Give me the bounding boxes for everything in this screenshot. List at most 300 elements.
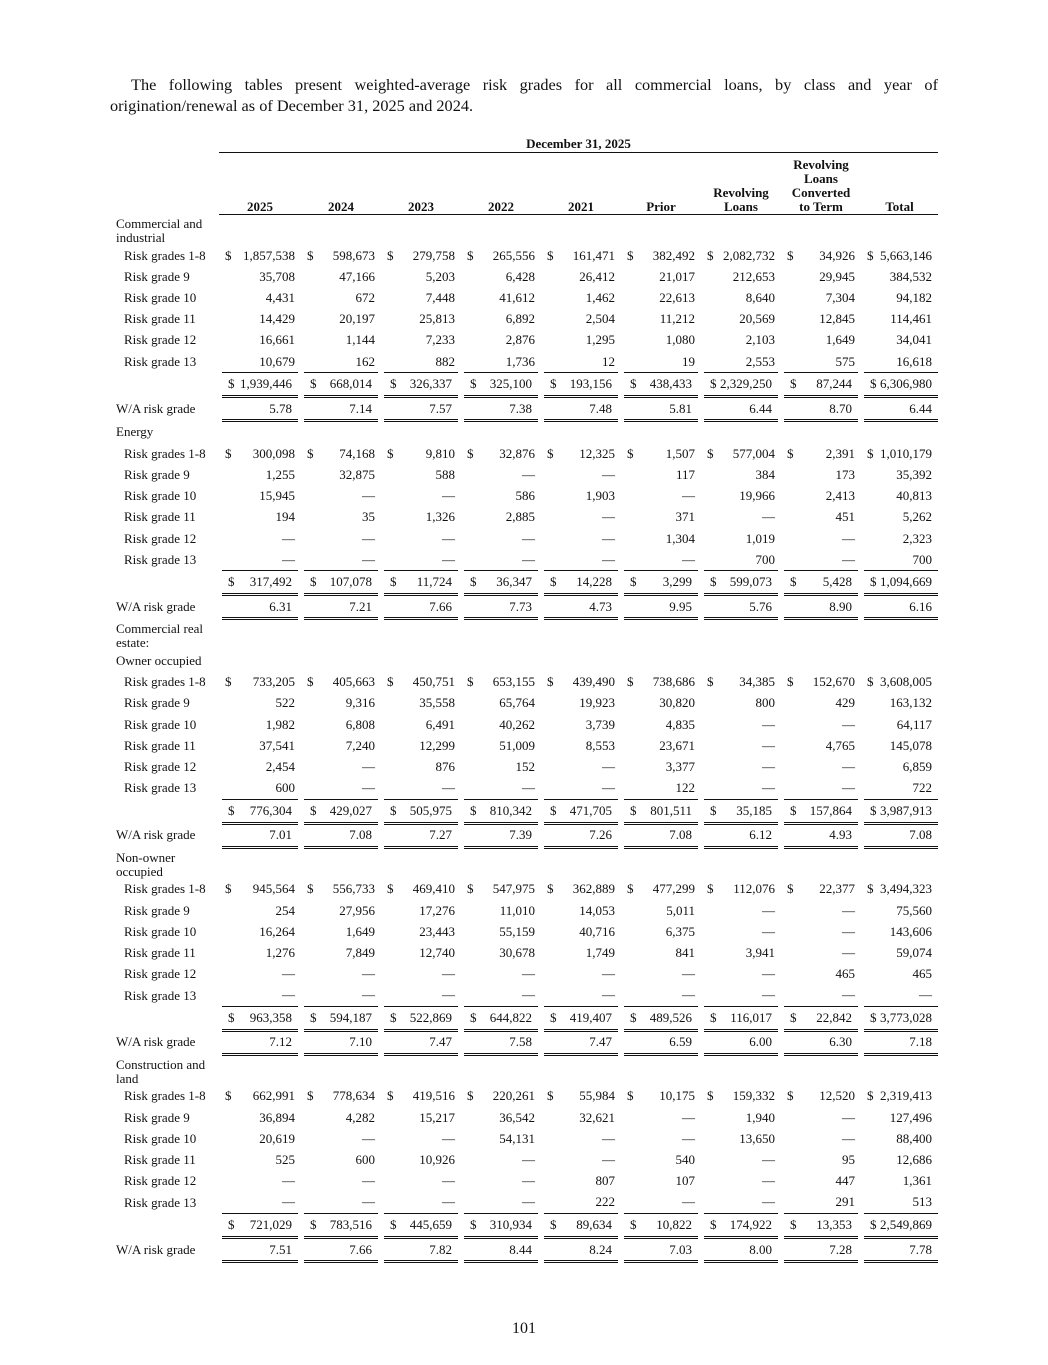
column-header: 2024: [301, 153, 381, 215]
table-cell: [219, 693, 301, 714]
cell-value: —: [762, 966, 775, 982]
dollar-sign: $: [790, 574, 797, 590]
cell-value: 438,433: [649, 376, 692, 392]
table-cell: [461, 799, 541, 823]
table-cell: [301, 1238, 381, 1262]
table-cell: [621, 1086, 701, 1107]
cell-value: 12,520: [819, 1088, 855, 1104]
table-cell: [301, 486, 381, 507]
table-cell: [621, 1128, 701, 1149]
table-cell: [701, 778, 781, 800]
dollar-sign: $: [787, 445, 794, 461]
cell-value: 10,926: [419, 1152, 455, 1168]
table-cell: [219, 549, 301, 571]
table-body: [110, 215, 938, 1262]
section-title: Energy: [116, 423, 154, 439]
cell-value: 116,017: [730, 1009, 772, 1025]
row-label: Risk grade 12: [124, 1173, 197, 1189]
cell-value: 2,549,869: [880, 1217, 933, 1232]
table-cell: [621, 245, 701, 266]
table-cell: [381, 465, 461, 486]
cell-value: 6,375: [665, 923, 695, 939]
table-cell: [621, 397, 701, 421]
cell-value: 6.59: [669, 1034, 692, 1050]
cell-value: 371: [675, 509, 695, 525]
table-cell: [301, 1086, 381, 1107]
cell-value: 107: [675, 1173, 695, 1189]
table-cell: [701, 1128, 781, 1149]
table-cell: [541, 1086, 621, 1107]
dollar-sign: $: [627, 445, 634, 461]
cell-value: —: [602, 780, 615, 796]
cell-value: —: [362, 530, 375, 546]
table-cell: [701, 1171, 781, 1192]
dollar-sign: $: [467, 674, 474, 690]
table-cell: [301, 985, 381, 1007]
table-cell: [701, 486, 781, 507]
cell-value: 588: [435, 467, 455, 483]
dollar-sign: $: [550, 1009, 557, 1025]
table-cell: [861, 900, 938, 921]
cell-value: 7.78: [909, 1241, 933, 1257]
cell-value: 1,903: [585, 488, 615, 504]
cell-value: 7.58: [509, 1034, 532, 1050]
table-cell: [621, 1030, 701, 1054]
cell-value: 64,117: [896, 716, 933, 732]
table-cell: [461, 900, 541, 921]
table-cell: [301, 549, 381, 571]
table-cell: [701, 921, 781, 942]
table-cell: [461, 1030, 541, 1054]
cell-value: 7,233: [425, 332, 455, 348]
cell-value: 7.47: [589, 1034, 612, 1050]
table-cell: [461, 756, 541, 777]
dollar-sign: $: [547, 674, 554, 690]
cell-value: 161,471: [572, 247, 615, 263]
cell-value: 254: [275, 902, 295, 918]
dollar-sign: $: [627, 1088, 634, 1104]
cell-value: 1,649: [345, 923, 375, 939]
table-cell: [781, 823, 861, 847]
table-cell: [381, 1128, 461, 1149]
table-cell: [219, 1171, 301, 1192]
table-cell: [781, 549, 861, 571]
column-header: Total: [861, 153, 938, 215]
cell-value: 152,670: [812, 674, 855, 690]
cell-value: 1,019: [745, 530, 775, 546]
cell-value: 20,197: [339, 311, 375, 327]
table-cell: [219, 964, 301, 985]
table-cell: [461, 595, 541, 619]
table-cell: [381, 309, 461, 330]
table-cell: [541, 964, 621, 985]
cell-value: 12,325: [579, 445, 615, 461]
cell-value: 59,074: [896, 944, 933, 960]
cell-value: 3,773,028: [880, 1009, 933, 1025]
cell-value: 222: [595, 1194, 615, 1210]
table-cell: [621, 735, 701, 756]
cell-value: 4,835: [665, 716, 695, 732]
dollar-sign: $: [787, 881, 794, 897]
table-cell: [301, 397, 381, 421]
table-cell: [621, 1149, 701, 1170]
table-cell: [861, 397, 938, 421]
cell-value: —: [442, 551, 455, 567]
row-label: Risk grade 10: [124, 716, 197, 732]
cell-value: 945,564: [252, 881, 295, 897]
table-cell: [219, 571, 301, 595]
total-row: [110, 571, 938, 595]
cell-value: 143,606: [889, 923, 933, 939]
table-cell: [541, 373, 621, 397]
cell-value: 26,412: [579, 268, 615, 284]
table-cell: [621, 879, 701, 900]
table-cell: [219, 942, 301, 963]
section-header-row: [110, 215, 938, 246]
dollar-sign: $: [870, 574, 877, 590]
column-header: Prior: [621, 153, 701, 215]
dollar-sign: $: [470, 376, 477, 392]
cell-value: 14,429: [259, 311, 295, 327]
cell-value: 7.27: [429, 827, 452, 843]
cell-value: 30,678: [499, 944, 535, 960]
cell-value: 117: [675, 467, 695, 483]
cell-value: 489,526: [649, 1009, 692, 1025]
table-cell: [861, 1214, 938, 1238]
table-cell: [219, 443, 301, 464]
row-label: Risk grades 1-8: [124, 247, 206, 263]
cell-value: 159,332: [732, 1088, 775, 1104]
row-label: Risk grade 11: [124, 1152, 196, 1168]
cell-value: 11,212: [659, 311, 695, 327]
dollar-sign: $: [710, 1009, 717, 1025]
table-cell: [781, 1107, 861, 1128]
dollar-sign: $: [707, 247, 714, 263]
table-cell: [781, 672, 861, 693]
cell-value: 7.10: [349, 1034, 372, 1050]
cell-value: 469,410: [412, 881, 455, 897]
cell-value: 16,618: [896, 353, 933, 369]
table-cell: [461, 672, 541, 693]
cell-value: 55,159: [499, 923, 535, 939]
cell-value: 600: [355, 1152, 375, 1168]
table-cell: [701, 287, 781, 308]
table-cell: [301, 507, 381, 528]
cell-value: 87,244: [816, 376, 852, 392]
cell-value: 35,185: [736, 802, 772, 818]
dollar-sign: $: [707, 445, 714, 461]
dollar-sign: $: [387, 1088, 394, 1104]
cell-value: 152: [515, 758, 535, 774]
table-cell: [219, 778, 301, 800]
table-cell: [461, 330, 541, 351]
cell-value: 7.03: [669, 1241, 692, 1257]
cell-value: 4,431: [265, 289, 295, 305]
cell-value: —: [282, 1194, 295, 1210]
table-cell: [621, 507, 701, 528]
cell-value: 8.00: [749, 1241, 772, 1257]
table-row: [110, 1149, 938, 1170]
cell-value: 445,659: [409, 1217, 452, 1232]
table-cell: [781, 1238, 861, 1262]
table-cell: [621, 1238, 701, 1262]
row-label: Risk grade 13: [124, 552, 197, 568]
cell-value: —: [602, 467, 615, 483]
table-cell: [861, 309, 938, 330]
dollar-sign: $: [467, 1088, 474, 1104]
cell-value: 450,751: [412, 674, 455, 690]
table-cell: [621, 964, 701, 985]
cell-value: —: [842, 944, 855, 960]
dollar-sign: $: [307, 445, 314, 461]
cell-value: 447: [835, 1173, 855, 1189]
cell-value: 8,553: [585, 737, 615, 753]
table-cell: [461, 397, 541, 421]
cell-value: 11,010: [499, 902, 535, 918]
column-header: 2025: [219, 153, 301, 215]
table-cell: [541, 921, 621, 942]
table-cell: [219, 528, 301, 549]
cell-value: 2,876: [505, 332, 535, 348]
table-row: [110, 287, 938, 308]
table-row: [110, 1171, 938, 1192]
cell-value: —: [842, 902, 855, 918]
table-cell: [301, 900, 381, 921]
dollar-sign: $: [310, 574, 317, 590]
table-cell: [781, 942, 861, 963]
cell-value: 7.14: [349, 400, 372, 416]
dollar-sign: $: [225, 247, 232, 263]
table-cell: [541, 1030, 621, 1054]
cell-value: 1,304: [665, 530, 695, 546]
cell-value: 17,276: [419, 902, 455, 918]
table-cell: [219, 397, 301, 421]
cell-value: —: [522, 966, 535, 982]
table-cell: [461, 823, 541, 847]
table-cell: [541, 735, 621, 756]
row-label: Risk grade 13: [124, 353, 197, 369]
cell-value: 6,491: [425, 716, 455, 732]
table-cell: [381, 823, 461, 847]
row-label: Risk grade 9: [124, 467, 190, 483]
table-cell: [861, 1006, 938, 1030]
cell-value: —: [842, 716, 855, 732]
table-cell: [701, 443, 781, 464]
cell-value: —: [442, 1130, 455, 1146]
table-cell: [861, 330, 938, 351]
table-cell: [461, 714, 541, 735]
table-cell: [701, 595, 781, 619]
table-cell: [381, 985, 461, 1007]
cell-value: 6.16: [909, 598, 933, 614]
cell-value: 220,261: [492, 1088, 535, 1104]
table-cell: [781, 287, 861, 308]
dollar-sign: $: [787, 674, 794, 690]
table-cell: [301, 595, 381, 619]
dollar-sign: $: [707, 1088, 714, 1104]
cell-value: 9,810: [425, 445, 455, 461]
row-label: Risk grade 13: [124, 987, 197, 1003]
table-cell: [461, 964, 541, 985]
table-cell: [381, 330, 461, 351]
table-cell: [219, 672, 301, 693]
table-cell: [301, 756, 381, 777]
cell-value: 7,849: [345, 944, 375, 960]
cell-value: 22,842: [816, 1009, 852, 1025]
table-cell: [701, 799, 781, 823]
table-cell: [781, 900, 861, 921]
table-cell: [461, 778, 541, 800]
row-label: Risk grade 10: [124, 488, 197, 504]
cell-value: —: [442, 488, 455, 504]
table-cell: [781, 921, 861, 942]
cell-value: 32,875: [339, 467, 375, 483]
section-title: Commercial real estate:: [116, 621, 203, 651]
table-cell: [861, 823, 938, 847]
table-cell: [219, 735, 301, 756]
cell-value: —: [682, 488, 695, 504]
weighted-average-row: [110, 397, 938, 421]
table-row: [110, 672, 938, 693]
table-cell: [219, 799, 301, 823]
dollar-sign: $: [630, 1217, 637, 1232]
table-cell: [461, 507, 541, 528]
dollar-sign: $: [467, 881, 474, 897]
table-cell: [541, 1238, 621, 1262]
dollar-sign: $: [390, 574, 397, 590]
cell-value: 1,094,669: [880, 574, 933, 590]
table-cell: [781, 465, 861, 486]
table-cell: [219, 287, 301, 308]
cell-value: 1,144: [345, 332, 375, 348]
cell-value: —: [602, 530, 615, 546]
table-cell: [381, 1149, 461, 1170]
cell-value: —: [602, 966, 615, 982]
table-cell: [301, 823, 381, 847]
table-cell: [781, 1128, 861, 1149]
cell-value: 114,461: [890, 311, 933, 327]
cell-value: 12,740: [419, 944, 455, 960]
table-cell: [701, 373, 781, 397]
cell-value: —: [442, 1173, 455, 1189]
cell-value: 94,182: [896, 289, 933, 305]
cell-value: 513: [912, 1194, 933, 1210]
cell-value: 471,705: [569, 802, 612, 818]
cell-value: 162: [355, 353, 375, 369]
cell-value: —: [842, 758, 855, 774]
table-cell: [219, 351, 301, 373]
cell-value: —: [522, 551, 535, 567]
cell-value: 722: [912, 780, 933, 796]
cell-value: 19,966: [739, 488, 775, 504]
table-cell: [219, 373, 301, 397]
dollar-sign: $: [225, 1088, 232, 1104]
cell-value: 15,945: [259, 488, 295, 504]
cell-value: 3,608,005: [880, 674, 933, 690]
cell-value: 7,304: [825, 289, 855, 305]
table-cell: [541, 778, 621, 800]
table-cell: [381, 1171, 461, 1192]
cell-value: —: [442, 1194, 455, 1210]
table-cell: [861, 245, 938, 266]
cell-value: 2,885: [505, 509, 535, 525]
row-label: Risk grade 10: [124, 1130, 197, 1146]
dollar-sign: $: [547, 1088, 554, 1104]
table-cell: [301, 1149, 381, 1170]
table-cell: [701, 1086, 781, 1107]
row-label: Risk grade 9: [124, 1109, 190, 1125]
table-cell: [861, 465, 938, 486]
cell-value: 577,004: [732, 445, 775, 461]
dollar-sign: $: [228, 574, 235, 590]
section-title: Non-owner occupied: [116, 849, 176, 879]
table-cell: [301, 1192, 381, 1214]
row-label: Risk grade 11: [124, 944, 196, 960]
row-label: W/A risk grade: [116, 1034, 196, 1050]
dollar-sign: $: [550, 574, 557, 590]
cell-value: 3,377: [665, 758, 695, 774]
row-label: Risk grade 9: [124, 902, 190, 918]
dollar-sign: $: [310, 376, 317, 392]
table-cell: [541, 1214, 621, 1238]
table-cell: [861, 287, 938, 308]
cell-value: —: [762, 902, 775, 918]
cell-value: 35,708: [259, 268, 295, 284]
table-cell: [621, 778, 701, 800]
table-cell: [781, 266, 861, 287]
cell-value: 326,337: [409, 376, 452, 392]
cell-value: 29,945: [819, 268, 855, 284]
table-cell: [301, 1006, 381, 1030]
cell-value: 65,764: [499, 695, 535, 711]
table-cell: [301, 1107, 381, 1128]
section-title: Owner occupied: [116, 653, 202, 669]
cell-value: —: [602, 1130, 615, 1146]
table-cell: [301, 443, 381, 464]
cell-value: 419,516: [412, 1088, 455, 1104]
cell-value: 810,342: [489, 802, 532, 818]
table-cell: [301, 571, 381, 595]
total-row: [110, 373, 938, 397]
cell-value: —: [602, 509, 615, 525]
cell-value: 5,262: [902, 509, 933, 525]
cell-value: 20,619: [259, 1130, 295, 1146]
cell-value: 783,516: [329, 1217, 372, 1232]
section-header-row: [110, 1054, 938, 1086]
weighted-average-row: [110, 595, 938, 619]
cell-value: 14,053: [579, 902, 615, 918]
dollar-sign: $: [307, 674, 314, 690]
table-cell: [861, 1238, 938, 1262]
table-cell: [301, 1030, 381, 1054]
dollar-sign: $: [710, 802, 717, 818]
cell-value: 7.12: [269, 1034, 292, 1050]
row-label: Risk grades 1-8: [124, 445, 206, 461]
table-cell: [701, 309, 781, 330]
table-cell: [381, 1086, 461, 1107]
row-label: Risk grade 10: [124, 289, 197, 305]
table-row: [110, 735, 938, 756]
cell-value: 7.47: [429, 1034, 452, 1050]
cell-value: —: [522, 987, 535, 1003]
cell-value: 4.93: [829, 827, 852, 843]
cell-value: 89,634: [576, 1217, 612, 1232]
row-label: Risk grades 1-8: [124, 881, 206, 897]
cell-value: 6.31: [269, 598, 292, 614]
table-cell: [701, 1030, 781, 1054]
table-cell: [621, 309, 701, 330]
table-cell: [861, 443, 938, 464]
